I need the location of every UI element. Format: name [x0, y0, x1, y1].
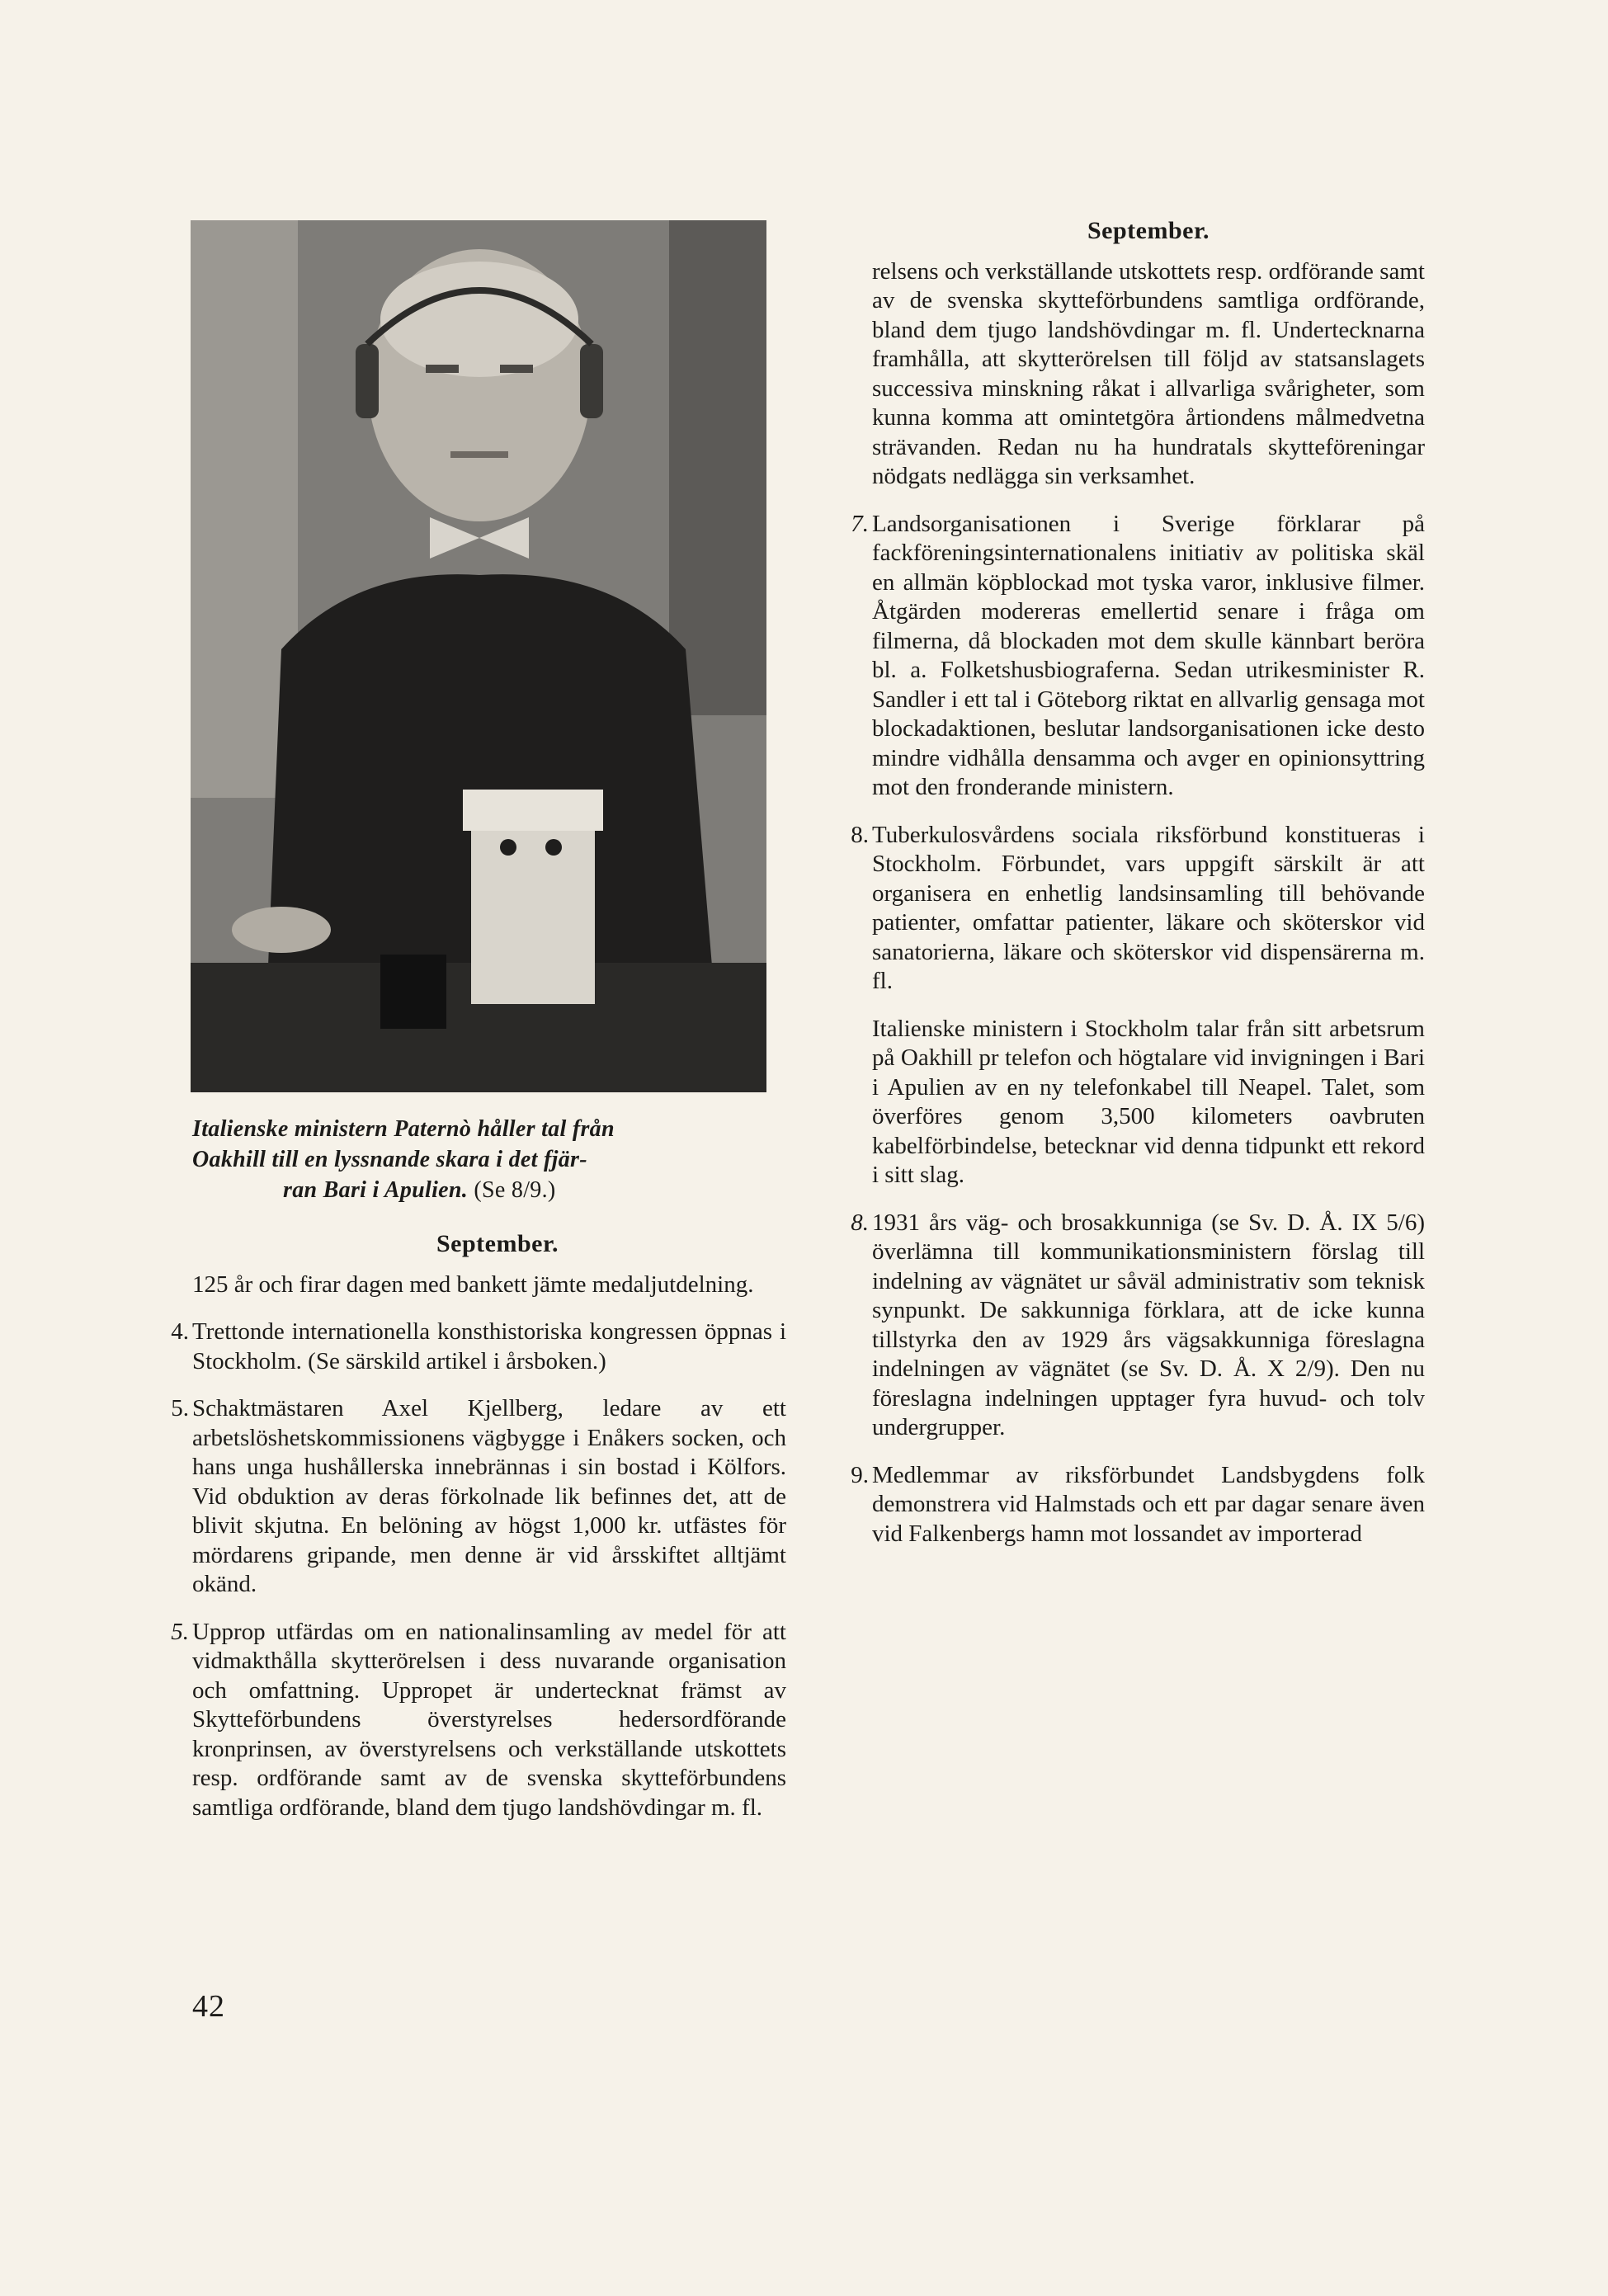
- photo-caption: [192, 1114, 770, 1205]
- entry-intro-text: 125 år och firar dagen med bankett jämte medaljutdelning.: [192, 1271, 754, 1298]
- entry-left-3: [171, 1618, 786, 1823]
- month-heading-right: September.: [1087, 217, 1210, 244]
- photo-paterno: [191, 220, 766, 1092]
- caption-line-2: Oakhill till en lyssnande skara i det fjär-: [192, 1147, 587, 1172]
- caption-ref: (Se 8/9.): [474, 1177, 556, 1203]
- left-column: [171, 1229, 786, 1841]
- entry-number: 8.: [851, 1209, 869, 1236]
- entry-text: Italienske ministern i Stockholm talar från sitt arbetsrum på Oakhill pr telefon och högtalare vid invigningen i Bari i Apulien av en ny telefonkabel till Neapel. Talet, som överföres genom 3,500 kilometers oavbruten kabelförbindelse, betecknar vid denna tidpunkt ett rekord i sitt slag.: [872, 1015, 1425, 1188]
- entry-text: Landsorganisationen i Sverige förklarar på fackföreningsinternationalens initiativ av politiska skäl en allmän köpblockad mot tyska varor, inklusive filmer. Åtgärden modereras emellertid senare i fråga om filmerna, då blockaden mot dem skulle kännbart beröra bl. a. Folketshusbiograferna. Sedan utrikesminister R. Sandler i ett tal i Göteborg riktat en allvarlig gensaga mot blockadaktionen, beslutar landsorganisationen icke desto mindre vidhålla densamma och avger en opinionsyttring mot den fronderande ministern.: [872, 510, 1425, 800]
- caption-line-3: ran Bari i Apulien.: [283, 1177, 469, 1203]
- entry-number: 5.: [171, 1395, 189, 1421]
- entry-number: 7.: [851, 510, 869, 537]
- entry-number: 8.: [851, 821, 869, 848]
- entry-left-1: [171, 1318, 786, 1376]
- entry-number: 4.: [171, 1318, 189, 1345]
- right-column: [851, 216, 1425, 1567]
- entry-right-1: [851, 510, 1425, 803]
- entry-text: Medlemmar av riksförbundet Landsbygdens folk demonstrera vid Halmstads och ett par dagar senare även vid Falkenbergs hamn mot lossandet av importerad: [872, 1461, 1425, 1547]
- caption-line-3-wrap: [192, 1175, 770, 1205]
- photo-illustration: [191, 220, 766, 1092]
- entry-right-5: [851, 1461, 1425, 1549]
- entry-right-4: [851, 1209, 1425, 1443]
- entry-continuation-text: relsens och verkställande utskottets resp. ordförande samt av de svenska skytteförbundens samtliga ordförande, bland dem tjugo landshövdingar m. fl. Undertecknarna framhålla, att skytterörelsen till följd av statsanslagets successiva minskning råkat i allvarliga svårigheter, som kunna komma att omintetgöra årtiondens målmedvetna strävanden. Redan nu ha hundratals skytteföreningar nödgats nedlägga sin verksamhet.: [872, 257, 1425, 489]
- entry-number: 5.: [171, 1618, 189, 1645]
- entry-text: 1931 års väg- och brosakkunniga (se Sv. D. Å. IX 5/6) överlämna till kommunikationsministern förslag till indelning av vägnätet ur såväl administrativ som teknisk synpunkt. De sakkunniga förklara, att de icke kunna tillstyrka den av 1929 års vägsakkunniga föreslagna indelningen av vägnätet (se Sv. D. Å. X 2/9). Den nu föreslagna indelningen upptager fyra huvud- och tolv undergrupper.: [872, 1209, 1425, 1440]
- entry-text: Schaktmästaren Axel Kjellberg, ledare av ett arbetslöshetskommissionens vägbygge i Enåkers socken, och hans unga hushållerska innebrännas i sin bostad i Kölfors. Vid obduktion av deras förkolnade lik befinnes det, att de blivit skjutna. En belöning av högst 1,000 kr. utfästes för mördarens gripande, men denne är vid årsskiftet alltjämt okänd.: [192, 1395, 786, 1597]
- entry-number: 9.: [851, 1461, 869, 1488]
- entry-right-3: [872, 1015, 1425, 1190]
- entry-continuation: [872, 257, 1425, 492]
- entry-text: Upprop utfärdas om en nationalinsamling av medel för att vidmakthålla skytterörelsen i dess nuvarande organisation och omfattning. Uppropet är undertecknat främst av Skytteförbundens överstyrelses hedersordförande kronprinsen, av överstyrelsens och verkställande utskottets resp. ordförande samt av de svenska skytteförbundens samtliga ordförande, bland dem tjugo landshövdingar m. fl.: [192, 1618, 786, 1821]
- entry-intro: [192, 1271, 786, 1300]
- page-number: 42: [192, 1989, 225, 2024]
- entry-right-2: [851, 821, 1425, 997]
- entry-text: Trettonde internationella konsthistoriska kongressen öppnas i Stockholm. (Se särskild artikel i årsboken.): [192, 1318, 786, 1374]
- caption-line-1: Italienske ministern Paternò håller tal från: [192, 1116, 615, 1142]
- entry-text: Tuberkulosvårdens sociala riksförbund konstitueras i Stockholm. Förbundet, vars uppgift särskilt är att organisera en enhetlig landsinsamling till behövande patienter, omfattar patienter, läkare och sköterskor vid sanatorierna, läkare och sköterskor vid dispensärerna m. fl.: [872, 821, 1425, 994]
- month-heading-left: September.: [436, 1230, 559, 1257]
- entry-left-2: [171, 1394, 786, 1600]
